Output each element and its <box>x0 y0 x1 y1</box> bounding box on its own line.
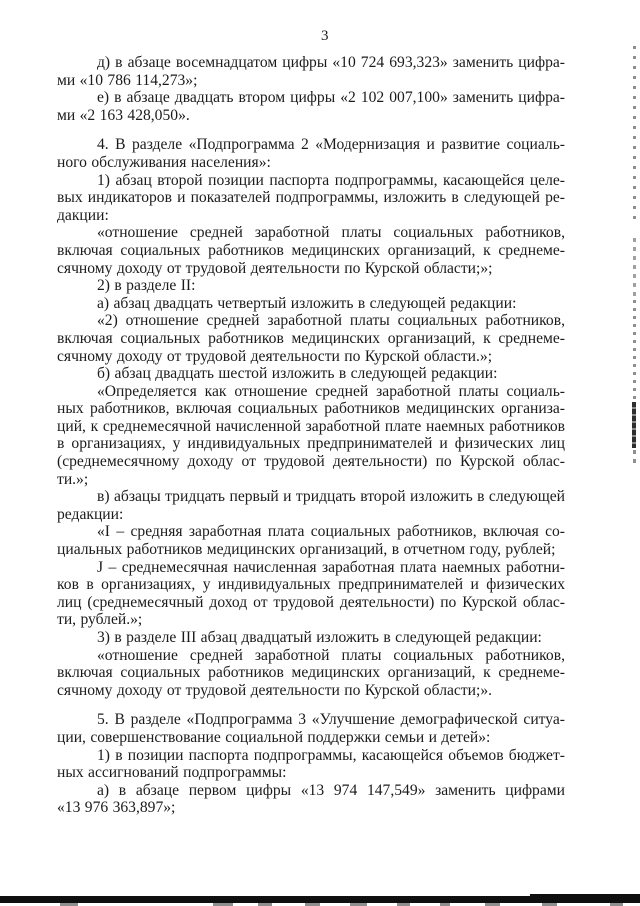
paragraph <box>57 647 565 700</box>
text-line: 4. В разделе «Подпрограмма 2 «Модернизация и развитие социаль- <box>97 136 565 154</box>
text-line: а) в абзаце первом цифры «13 974 147,549» заменить цифрами <box>97 781 565 799</box>
text-line: ций, к среднемесячной начисленной заработной плате наемных работников <box>57 417 565 435</box>
text-line: сячному доходу от трудовой деятельности по Курской области;»; <box>57 259 493 277</box>
paragraph <box>57 365 565 383</box>
text-line: вых индикаторов и показателей подпрограммы, изложить в следующей ре- <box>57 189 565 207</box>
text-line: «2) отношение средней заработной платы социальных работников, <box>97 312 565 330</box>
text-line: 5. В разделе «Подпрограмма 3 «Улучшение демографической ситуа- <box>97 711 565 729</box>
scan-artifact-right-edge <box>633 450 636 464</box>
paragraph <box>57 89 565 124</box>
text-line: включая социальных работников медицинских организаций, к среднеме- <box>57 241 565 259</box>
scan-artifact-right-edge <box>633 238 636 298</box>
text-line: в) абзацы тридцать первый и тридцать второй изложить в следующей <box>97 488 565 506</box>
text-line: «отношение средней заработной платы социальных работников, <box>97 646 565 664</box>
document-body <box>57 54 565 817</box>
text-line: «13 976 363,897»; <box>57 799 176 817</box>
text-line: б) абзац двадцать шестой изложить в следующей редакции: <box>97 365 498 383</box>
paragraph <box>57 312 565 365</box>
text-line: ти, рублей.»; <box>57 611 143 629</box>
paragraph <box>57 629 565 647</box>
paragraph <box>57 54 565 89</box>
scan-artifact-right-edge <box>633 300 636 400</box>
page-number: 3 <box>321 28 329 44</box>
scan-artifact-bottom-bar <box>530 894 640 899</box>
text-line: J – среднемесячная начисленная заработная плата наемных работни- <box>97 558 565 576</box>
paragraph <box>57 711 565 746</box>
text-line: «отношение средней заработной платы социальных работников, <box>97 224 565 242</box>
text-line: ных ассигнований подпрограммы: <box>57 764 287 782</box>
paragraph <box>57 488 565 523</box>
scan-artifact-right-edge-dark <box>632 402 636 448</box>
text-line: лиц (среднемесячный доход от трудовой деятельности) по Курской облас- <box>57 593 565 611</box>
paragraph <box>57 523 565 558</box>
text-line: а) абзац двадцать четвертый изложить в следующей редакции: <box>97 294 517 312</box>
text-line: включая социальных работников медицинских организаций, к среднеме- <box>57 329 565 347</box>
paragraph <box>57 782 565 817</box>
paragraph <box>57 172 565 225</box>
text-line: (среднемесячному доходу от трудовой деятельности) по Курской облас- <box>57 453 565 471</box>
text-line: 3) в разделе III абзац двадцатый изложить в следующей редакции: <box>97 629 542 646</box>
paragraph <box>57 559 565 629</box>
scan-artifact-right-edge <box>633 46 636 220</box>
text-line: ти.»; <box>57 470 89 488</box>
paragraph <box>57 747 565 782</box>
text-line: включая социальных работников медицинских организаций, к среднеме- <box>57 664 565 682</box>
text-line: ков в организациях, у индивидуальных предпринимателей и физических <box>57 576 565 594</box>
text-line: дакции: <box>57 206 109 224</box>
text-line: 1) в позиции паспорта подпрограммы, касающейся объемов бюджет- <box>97 746 565 764</box>
text-line: 1) абзац второй позиции паспорта подпрограммы, касающейся целе- <box>97 171 565 189</box>
text-line: циальных работников медицинских организаций, в отчетном году, рублей; <box>57 541 556 559</box>
text-line: сячному доходу от трудовой деятельности по Курской области.»; <box>57 347 493 365</box>
text-line: е) в абзаце двадцать втором цифры «2 102 007,100» заменить цифра- <box>97 89 565 107</box>
text-line: «Определяется как отношение средней заработной платы социаль- <box>97 382 565 400</box>
text-line: ми «10 786 114,273»; <box>57 71 198 89</box>
text-line: ми «2 163 428,050». <box>57 106 190 124</box>
text-line: «I – средняя заработная плата социальных работников, включая со- <box>97 523 565 541</box>
text-line: ных работников, включая социальных работников медицинских организа- <box>57 400 565 418</box>
text-line: д) в абзаце восемнадцатом цифры «10 724 693,323» заменить цифра- <box>97 54 565 71</box>
text-line: редакции: <box>57 505 124 523</box>
text-line: сячному доходу от трудовой деятельности по Курской области;». <box>57 681 493 699</box>
text-line: в организациях, у индивидуальных предпринимателей и физических лиц <box>57 435 565 453</box>
text-line: 2) в разделе II: <box>97 277 196 295</box>
text-line: ции, совершенствование социальной поддержки семьи и детей»: <box>57 728 491 746</box>
paragraph <box>57 136 565 171</box>
text-line: ного обслуживания населения»: <box>57 153 271 171</box>
paragraph <box>57 383 565 489</box>
paragraph <box>57 277 565 295</box>
paragraph <box>57 295 565 313</box>
paragraph <box>57 224 565 277</box>
